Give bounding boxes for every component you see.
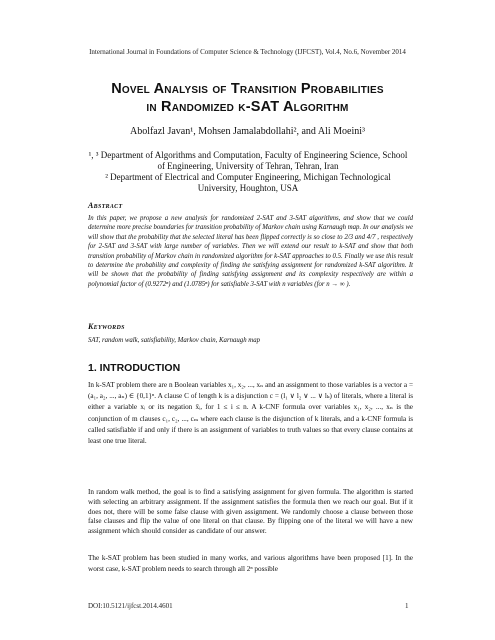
footer-doi: DOI:10.5121/ijfcst.2014.4601	[88, 602, 173, 610]
author-list: Abolfazl Javan¹, Mohsen Jamalabdollahi², and Ali Moeini³	[129, 126, 366, 137]
journal-header: International Journal in Foundations of Computer Science & Technology (IJFCST), Vol.4, No.6, November 2014	[89, 48, 406, 56]
keywords-text: SAT, random walk, satisfiability, Markov chain, Karnaugh map	[88, 337, 260, 344]
affiliation-1: ¹, ³ Department of Algorithms and Computation, Faculty of Engineering Science, School of Engineering, University of Tehran, Tehran, Iran	[88, 150, 408, 171]
title-line-2: in Randomized k-SAT Algorithm	[146, 99, 349, 115]
introduction-heading: 1. INTRODUCTION	[88, 362, 181, 374]
abstract-heading: Abstract	[88, 201, 123, 210]
intro-paragraph-2: In random walk method, the goal is to find a satisfying assignment for given formula. The algorithm is started with selecting an arbitrary assignment. If the assignment satisfies the formula then we reach our goal. But if it does not, there will be some false clause with given assignment. We randomly choose a clause between those false clauses and flip the value of one literal on that clause. By flipping one of the literal we will have a new assignment which should consider as candidate of our answer.	[88, 488, 413, 536]
abstract-text: In this paper, we propose a new analysis for randomized 2-SAT and 3-SAT algorithms, and show that we could determine more precise boundaries for transition probability of Markov chain using Karnaugh map. In our analysis we will show that the probability that the selected literal has been flipped correctly is so close to 2/3 and 4/7 , respectively for 2-SAT and 3-SAT with large number of variables. Then we will extend our result to k-SAT and show that both transition probability of Markov chain in randomized algorithm for k-SAT approaches to 0.5. Finally we use this result to determine the probability and complexity of finding the satisfying assignment for randomized k-SAT algorithm. It will be shown that the probability of finding satisfying assignment and its complexity respectively are within a polynomial factor of (0.9272ⁿ) and (1.0785ⁿ) for satisfiable 3-SAT with n variables (for n → ∞ ).	[88, 215, 413, 288]
intro-paragraph-3: The k-SAT problem has been studied in many works, and various algorithms have been proposed [1]. In the worst case, k-SAT problem needs to search through all 2ⁿ possible	[88, 554, 413, 574]
affiliation-2: ² Department of Electrical and Computer Engineering, Michigan Technological University, Houghton, USA	[105, 172, 391, 193]
intro-paragraph-1: In k-SAT problem there are n Boolean variables x₁, x₂, ..., xₙ and an assignment to those variables is a vector a = (a₁, a₂, ..., aₙ) ∈ {0,1}ⁿ. A clause C of length k is a disjunction c = (l₁ ∨ l₂ ∨ ... ∨ lₖ) of literals, where a literal is either a variable xᵢ or its negation x̄ᵢ, for 1 ≤ i ≤ n. A k-CNF formula over variables x₁, x₂, ..., xₙ is the conjunction of m clauses c₁, c₂, ..., cₘ where each clause is the disjunction of k literals, and a k-CNF formula is called satisfiable if and only if there is an assignment of variables to truth values so that every clause contains at least one true literal.	[88, 381, 413, 446]
keywords-heading: Keywords	[88, 322, 125, 331]
paper-title	[60, 80, 435, 116]
page-number: 1	[405, 602, 409, 610]
title-line-1: Novel Analysis of Transition Probabilities	[111, 81, 384, 97]
